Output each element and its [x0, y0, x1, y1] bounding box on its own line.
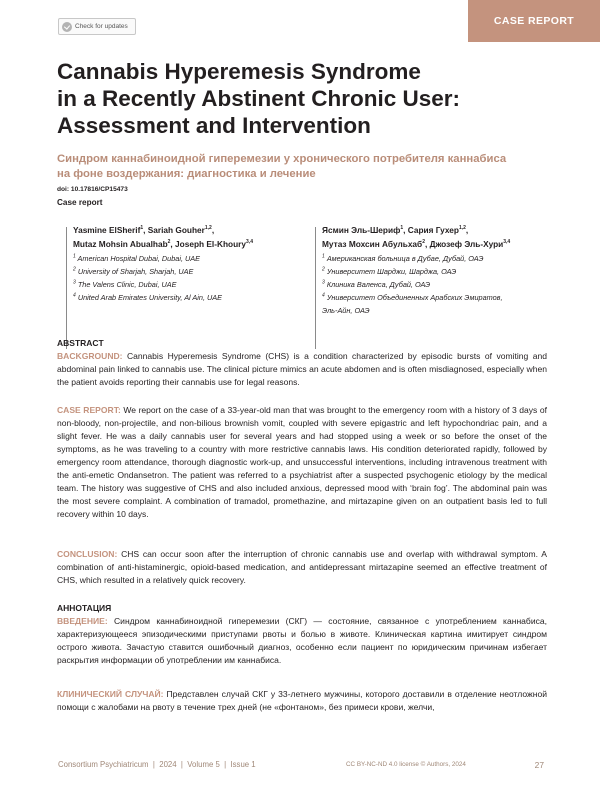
title-line: in a Recently Abstinent Chronic User: [57, 86, 460, 111]
section-text: Синдром каннабиноидной гиперемезии (СКГ) — состояние, связанное с употреблением каннабиса, характеризующееся эпизодическими приступами рвоты и болью в животе. Клиническая картина имитирует синдром острого живота. Зачастую ставится ошибочный диагноз, особенно если пациент по юридическим причинам избегает раскрытия информации об употреблении им каннабиса. [57, 616, 547, 665]
author-name: , Сария Гухер [403, 225, 459, 235]
affiliation: $^3$ Клиника Валенса, Дубай, ОАЭ [322, 279, 431, 289]
license-info: CC BY-NC-ND 4.0 license © Authors, 2024 [346, 761, 466, 768]
affiliation: $^1$ Американская больница в Дубае, Дубай, ОАЭ [322, 253, 484, 263]
author-name: Мутаз Мохсин Абульхаб [322, 239, 423, 249]
section-text: Представлен случай СКГ у 33-летнего мужчины, которого доставили в отделение неотложной помощи с жалобами на рвоту в течение трех дней (не «фонтаном», без примеси крови, желчи, [57, 689, 547, 712]
title-line: Assessment and Intervention [57, 113, 371, 138]
affiliations-ru [322, 252, 547, 317]
author-name: , Sariah Gouher [143, 225, 205, 235]
abstract-background [57, 350, 547, 389]
section-label: CASE REPORT: [57, 405, 121, 415]
abstract-section [57, 337, 547, 389]
subtitle-line: Синдром каннабиноидной гиперемезии у хронического потребителя каннабиса [57, 153, 507, 165]
affiliation: $^4$ United Arab Emirates University, Al Ain, UAE [73, 292, 223, 302]
author-sup: 1,2 [204, 225, 212, 232]
article-subtitle-ru [57, 152, 557, 181]
journal-info: Consortium Psychiatricum | 2024 | Volume 5 | Issue 1 [58, 760, 256, 769]
section-text: We report on the case of a 33-year-old man that was brought to the emergency room with a history of 3 days of non-bloody, non-projectile, and non-bilious brownish vomit, coupled with severe epigastric and left hypochondriac pain, and a slight fever. He was a daily cannabis user for several years and had stopped using a week or so before the onset of the symptoms, as he was traveling to a country with more restrictive cannabis laws. His condition deteriorated rapidly, followed by emergency room attendance, thorough diagnostic work-up, and unsuccessful interventions, including intravenous treatment with the anti-emetic Ondansetron. The patient was referred to a psychiatrist after a suspected psychogenic etiology by the medical team. The history was suggestive of CHS and also included anxious, depressed mood with ‘brain fog’. The abdominal pain was the most severe complaint. A combination of tramadol, promethazine, and mirtazapine given on an outpatient basis led to full recovery within 10 days. [57, 405, 547, 519]
author-sup: 2 [422, 239, 425, 246]
affiliation: Эль-Айн, ОАЭ [322, 306, 370, 315]
affiliation: $^3$ The Valens Clinic, Dubai, UAE [73, 279, 177, 289]
section-label: CONCLUSION: [57, 549, 118, 559]
section-label: КЛИНИЧЕСКИЙ СЛУЧАЙ: [57, 689, 164, 699]
author-sup: 1,2 [458, 225, 466, 232]
author-sup: 3,4 [503, 239, 511, 246]
affiliations-en [73, 252, 298, 304]
author-name: Yasmine ElSherif [73, 225, 141, 235]
abstract-case [57, 404, 547, 521]
affiliation: $^1$ American Hospital Dubai, Dubai, UAE [73, 253, 201, 263]
section-tag: CASE REPORT [468, 0, 600, 42]
annotation-section [57, 602, 547, 667]
title-line: Cannabis Hyperemesis Syndrome [57, 59, 421, 84]
author-names-ru: Ясмин Эль-Шериф$^1$, Сария Гухер$^{1,2}$, Мутаз Мохсин Абульхаб$^2$, Джозеф Эль-Хури$^{3,4}$ [322, 225, 511, 249]
authors-block-en [66, 227, 298, 349]
article-type: Case report [57, 198, 103, 207]
affiliation: $^4$ Университет Объединенных Арабских Эмиратов, [322, 292, 503, 302]
author-sup: 3,4 [246, 239, 253, 246]
author-name: , Joseph El-Khoury [170, 239, 247, 249]
section-text: CHS can occur soon after the interruption of chronic cannabis use and overlap with withdrawal symptom. A combination of anti-histaminergic, opioid-based medication, and antidepressant mirtazapine seemed an effective treatment of CHS, which resulted in a relatively quick recovery. [57, 549, 547, 585]
authors-block-ru [315, 227, 547, 349]
check-updates-icon [62, 22, 72, 32]
article-title [57, 58, 577, 139]
author-sup: 1 [140, 225, 144, 232]
page-footer [58, 760, 544, 769]
affiliation: $^2$ University of Sharjah, Sharjah, UAE [73, 266, 194, 276]
author-name: , Джозеф Эль-Хури [424, 239, 504, 249]
doi-link[interactable]: doi: 10.17816/CP15473 [57, 186, 128, 193]
annotation-heading: АННОТАЦИЯ [57, 603, 112, 613]
author-name: Mutaz Mohsin Abualhab [73, 239, 168, 249]
author-names-en: Yasmine ElSherif$^1$, Sariah Gouher$^{1,2}$, Mutaz Mohsin Abualhab$^2$, Joseph El-Khoury$^{3,4}$ [73, 225, 253, 249]
page-number: 27 [534, 760, 544, 770]
subtitle-line: на фоне воздержания: диагностика и лечение [57, 167, 316, 180]
section-label: BACKGROUND: [57, 351, 123, 361]
author-sup: 2 [167, 239, 171, 246]
abstract-heading: ABSTRACT [57, 338, 104, 348]
section-text: Cannabis Hyperemesis Syndrome (CHS) is a condition characterized by episodic bursts of vomiting and abdominal pain linked to cannabis use. The clinical picture mimics an acute abdomen and is often misdiagnosed, especially when the patient avoids reporting their cannabis use for legal reasons. [57, 351, 547, 387]
abstract-conclusion [57, 548, 547, 587]
section-label: ВВЕДЕНИЕ: [57, 616, 108, 626]
annotation-case [57, 688, 547, 714]
check-for-updates-button[interactable] [58, 18, 136, 35]
check-updates-label: Check for updates [75, 23, 128, 30]
author-name: Ясмин Эль-Шериф [322, 225, 401, 235]
affiliation: $^2$ Университет Шарджи, Шарджа, ОАЭ [322, 266, 457, 276]
author-sup: 1 [400, 225, 404, 232]
